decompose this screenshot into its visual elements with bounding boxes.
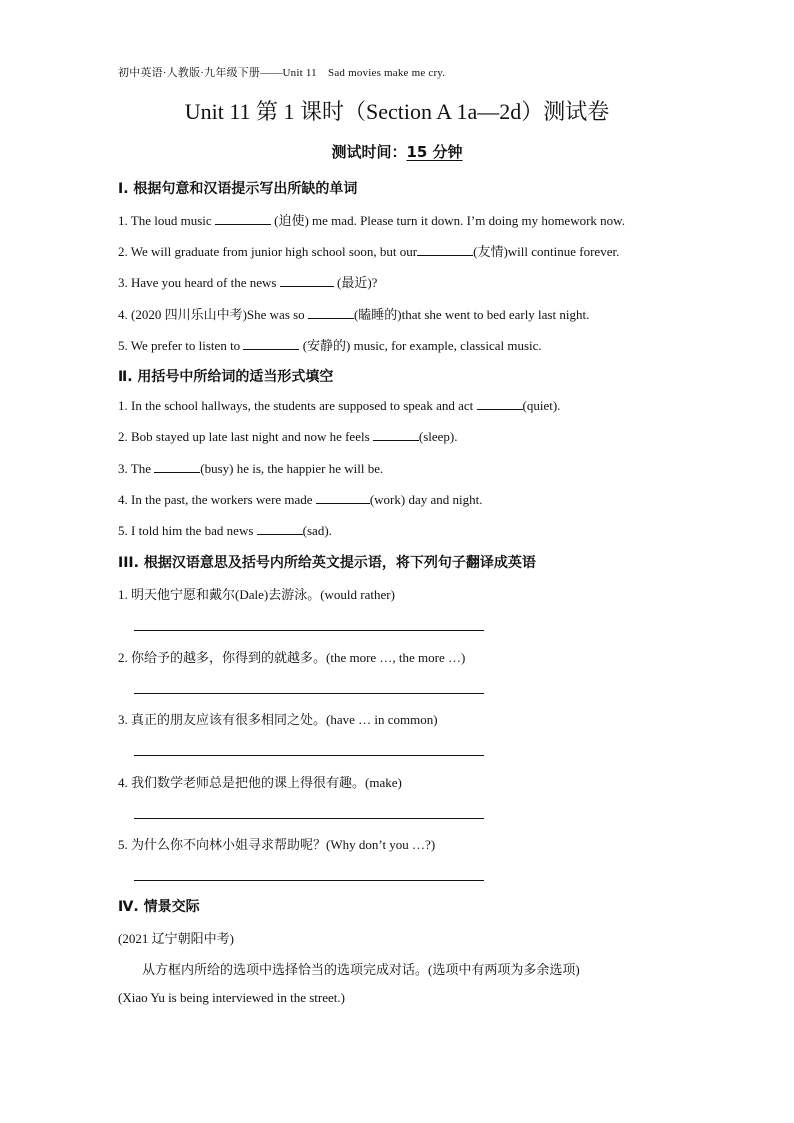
- s2-q4-text: 4. In the past, the workers were made: [118, 492, 316, 507]
- answer-blank[interactable]: [280, 274, 334, 287]
- s2-q4-text-after: (work) day and night.: [369, 492, 483, 507]
- s2-question-4: [118, 491, 482, 508]
- s2-q3-text-after: (busy) he is, the happier he will be.: [200, 461, 384, 476]
- s2-q2-text: 2. Bob stayed up late last night and now he feels: [118, 429, 373, 444]
- answer-blank[interactable]: [308, 306, 354, 319]
- test-time: [0, 141, 794, 162]
- page-header: 初中英语·人教版·九年级下册——Unit 11 Sad movies make me cry.: [118, 67, 446, 79]
- answer-blank[interactable]: [373, 428, 419, 441]
- answer-blank[interactable]: [316, 491, 370, 504]
- answer-line[interactable]: [134, 818, 484, 819]
- s3-question-2: 2. 你给予的越多，你得到的就越多。(the more …, the more …): [118, 650, 466, 665]
- answer-line[interactable]: [134, 693, 484, 694]
- answer-blank[interactable]: [154, 460, 200, 473]
- s1-q5-text-after: (安静的) music, for example, classical music.: [299, 338, 542, 353]
- s2-q3-text: 3. The: [118, 461, 155, 476]
- answer-line[interactable]: [134, 880, 484, 881]
- s1-q2-text-after: (友情)will continue forever.: [473, 244, 620, 259]
- answer-blank[interactable]: [257, 522, 303, 535]
- s1-question-3: [118, 272, 377, 291]
- answer-blank[interactable]: [215, 212, 271, 225]
- s2-question-2: [118, 428, 458, 445]
- s4-instruction: 从方框内所给的选项中选择恰当的选项完成对话。(选项中有两项为多余选项): [142, 962, 580, 977]
- s3-question-4: 4. 我们数学老师总是把他的课上得很有趣。(make): [118, 775, 402, 790]
- s4-context: (Xiao Yu is being interviewed in the street.): [118, 990, 345, 1005]
- answer-blank[interactable]: [243, 337, 299, 350]
- answer-line[interactable]: [134, 630, 484, 631]
- s1-q4-text: 4. (2020 四川乐山中考)She was so: [118, 307, 308, 322]
- s2-q1-text: 1. In the school hallways, the students are supposed to speak and act: [118, 398, 477, 413]
- section-4-heading: Ⅳ. 情景交际: [118, 899, 200, 915]
- section-3-heading: III. 根据汉语意思及括号内所给英文提示语，将下列句子翻译成英语: [118, 555, 536, 571]
- answer-blank[interactable]: [417, 243, 473, 256]
- s2-q5-text-after: (sad).: [302, 523, 332, 538]
- s1-q2-text: 2. We will graduate from junior high school soon, but our: [118, 244, 418, 259]
- section-1-heading: Ⅰ. 根据句意和汉语提示写出所缺的单词: [118, 181, 358, 197]
- s1-q3-text-after: (最近)?: [333, 275, 378, 290]
- s2-q1-text-after: (quiet).: [522, 398, 561, 413]
- s4-source: (2021 辽宁朝阳中考): [118, 931, 234, 946]
- s1-q5-text: 5. We prefer to listen to: [118, 338, 244, 353]
- s2-q5-text: 5. I told him the bad news: [118, 523, 257, 538]
- s3-question-5: 5. 为什么你不向林小姐寻求帮助呢？(Why don’t you …?): [118, 837, 436, 852]
- s2-question-1: [118, 397, 560, 414]
- s1-q1-text-after: (迫使) me mad. Please turn it down. I’m doing my homework now.: [270, 213, 625, 228]
- s1-q4-text-after: (瞌睡的)that she went to bed early last night.: [353, 307, 590, 322]
- s1-q3-text: 3. Have you heard of the news: [118, 275, 280, 290]
- s2-question-5: [118, 522, 332, 539]
- answer-blank[interactable]: [477, 397, 523, 410]
- s1-question-5: [118, 335, 542, 354]
- answer-line[interactable]: [134, 755, 484, 756]
- s1-q1-text: 1. The loud music: [118, 213, 215, 228]
- s1-question-1: [118, 210, 625, 229]
- section-2-heading: Ⅱ. 用括号中所给词的适当形式填空: [118, 369, 334, 385]
- test-time-label: 测试时间：: [331, 143, 407, 161]
- s1-question-4: [118, 304, 589, 323]
- s3-question-3: 3. 真正的朋友应该有很多相同之处。(have … in common): [118, 712, 438, 727]
- test-time-value: 15 分钟: [406, 143, 463, 161]
- s1-question-2: [118, 241, 619, 260]
- s2-q2-text-after: (sleep).: [418, 429, 458, 444]
- s3-question-1: 1. 明天他宁愿和戴尔(Dale)去游泳。(would rather): [118, 587, 395, 602]
- s2-question-3: [118, 460, 383, 477]
- page-title: Unit 11 第 1 课时（Section A 1a—2d）测试卷: [184, 99, 610, 124]
